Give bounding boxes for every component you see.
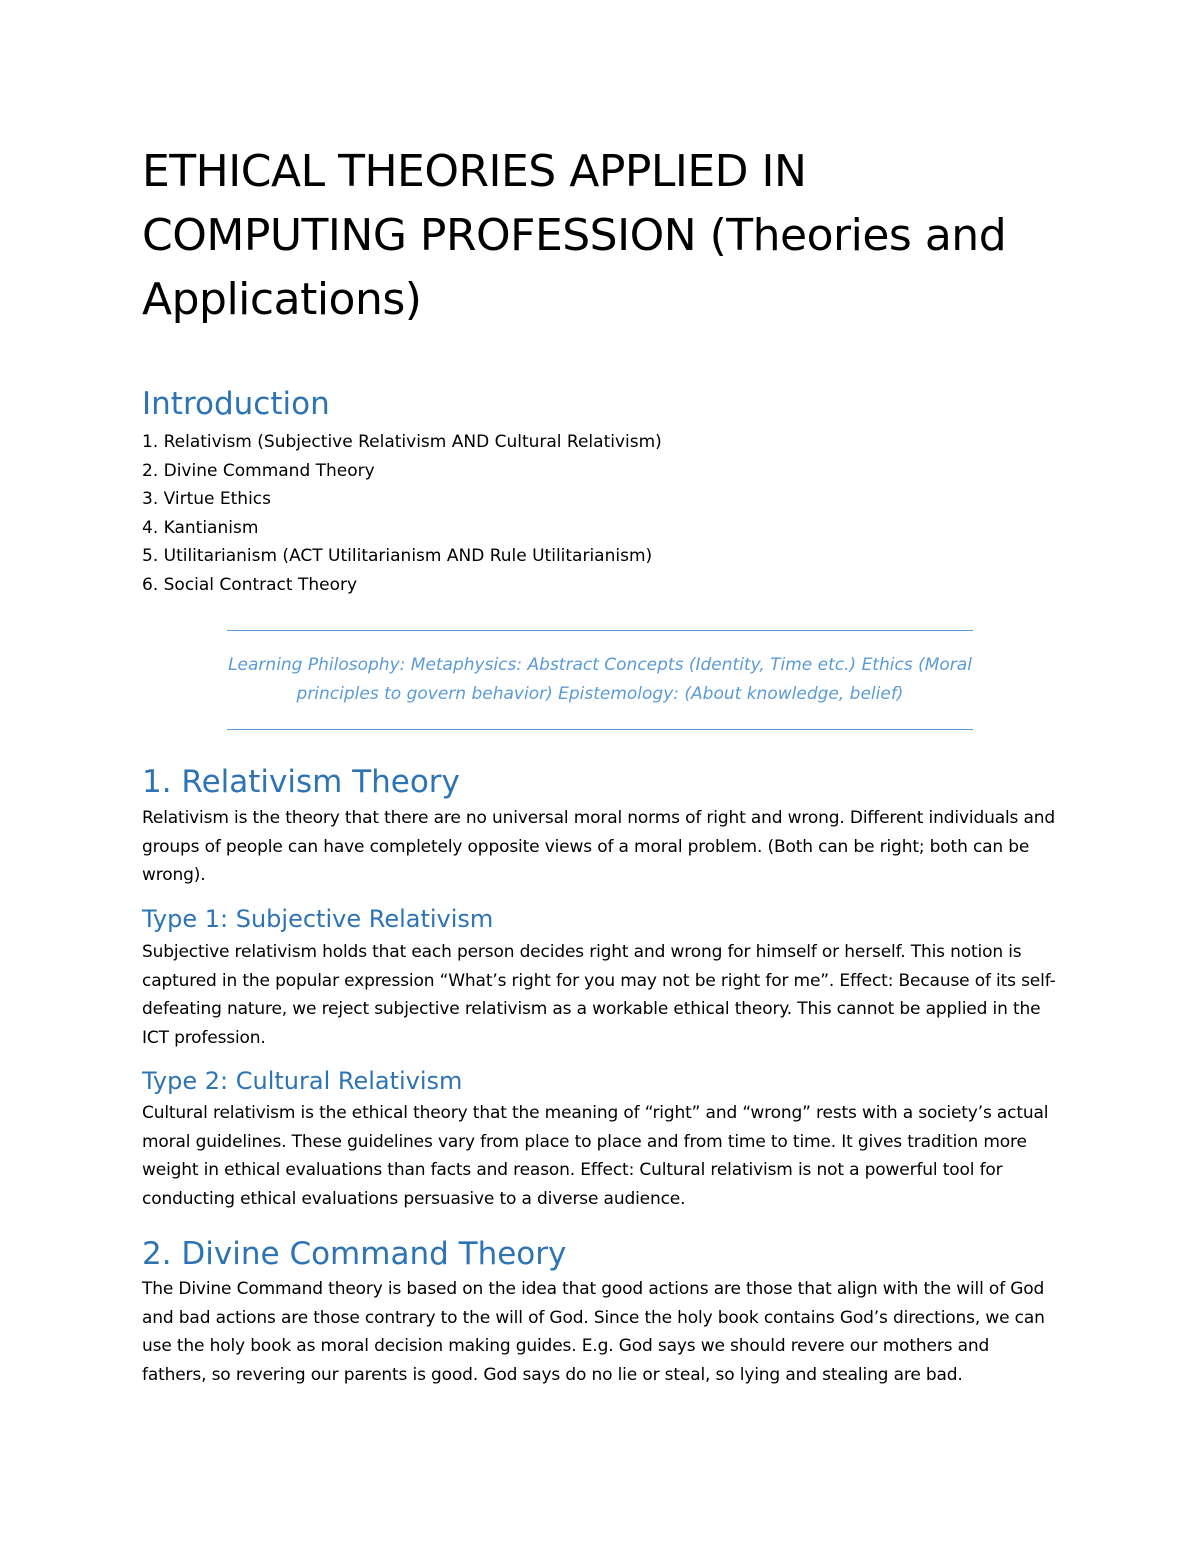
toc-item: 6. Social Contract Theory xyxy=(142,574,358,595)
toc-item: 4. Kantianism xyxy=(142,517,259,538)
subjective-relativism-heading: Type 1: Subjective Relativism xyxy=(142,905,494,933)
toc-item: 3. Virtue Ethics xyxy=(142,489,272,509)
toc-item: 1. Relativism (Subjective Relativism AND Cultural Relativism) xyxy=(142,432,662,452)
subjective-relativism-paragraph: Subjective relativism holds that each person decides right and wrong for himself or herself. This notion is captured in the popular expression “What’s right for you may not be right for me”. Effect: Because of its self-defeating nature, we reject subjective relativism as a workable ethical theory. This cannot be applied in the ICT profession. xyxy=(142,942,1056,1048)
document-title: ETHICAL THEORIES APPLIED IN COMPUTING PROFESSION (Theories and Applications) xyxy=(142,146,1007,325)
table-of-contents xyxy=(142,428,662,599)
cultural-relativism-paragraph: Cultural relativism is the ethical theory that the meaning of “right” and “wrong” rests with a society’s actual moral guidelines. These guidelines vary from place to place and from time to time. It gives tradition more weight in ethical evaluations than facts and reason. Effect: Cultural relativism is not a powerful tool for conducting ethical evaluations persuasive to a diverse audience. xyxy=(142,1103,1049,1209)
divine-command-heading: 2. Divine Command Theory xyxy=(142,1236,567,1272)
toc-item: 5. Utilitarianism (ACT Utilitarianism AND Rule Utilitarianism) xyxy=(142,546,653,566)
relativism-heading: 1. Relativism Theory xyxy=(142,764,460,800)
document-content xyxy=(142,140,1062,1385)
intense-quote: Learning Philosophy: Metaphysics: Abstract Concepts (Identity, Time etc.) Ethics (Moral principles to govern behavior) Epistemology: (About knowledge, belief) xyxy=(227,630,973,730)
introduction-heading: Introduction xyxy=(142,386,330,422)
divine-command-paragraph: The Divine Command theory is based on the idea that good actions are those that align with the will of God and bad actions are those contrary to the will of God. Since the holy book contains God’s directions, we can use the holy book as moral decision making guides. E.g. God says we should revere our mothers and fathers, so revering our parents is good. God says do no lie or steal, so lying and stealing are bad. xyxy=(142,1279,1045,1385)
cultural-relativism-heading: Type 2: Cultural Relativism xyxy=(142,1067,463,1095)
toc-item: 2. Divine Command Theory xyxy=(142,460,375,481)
relativism-paragraph: Relativism is the theory that there are no universal moral norms of right and wrong. Different individuals and groups of people can have completely opposite views of a moral problem. (Both can be right; both can be wrong). xyxy=(142,808,1056,885)
